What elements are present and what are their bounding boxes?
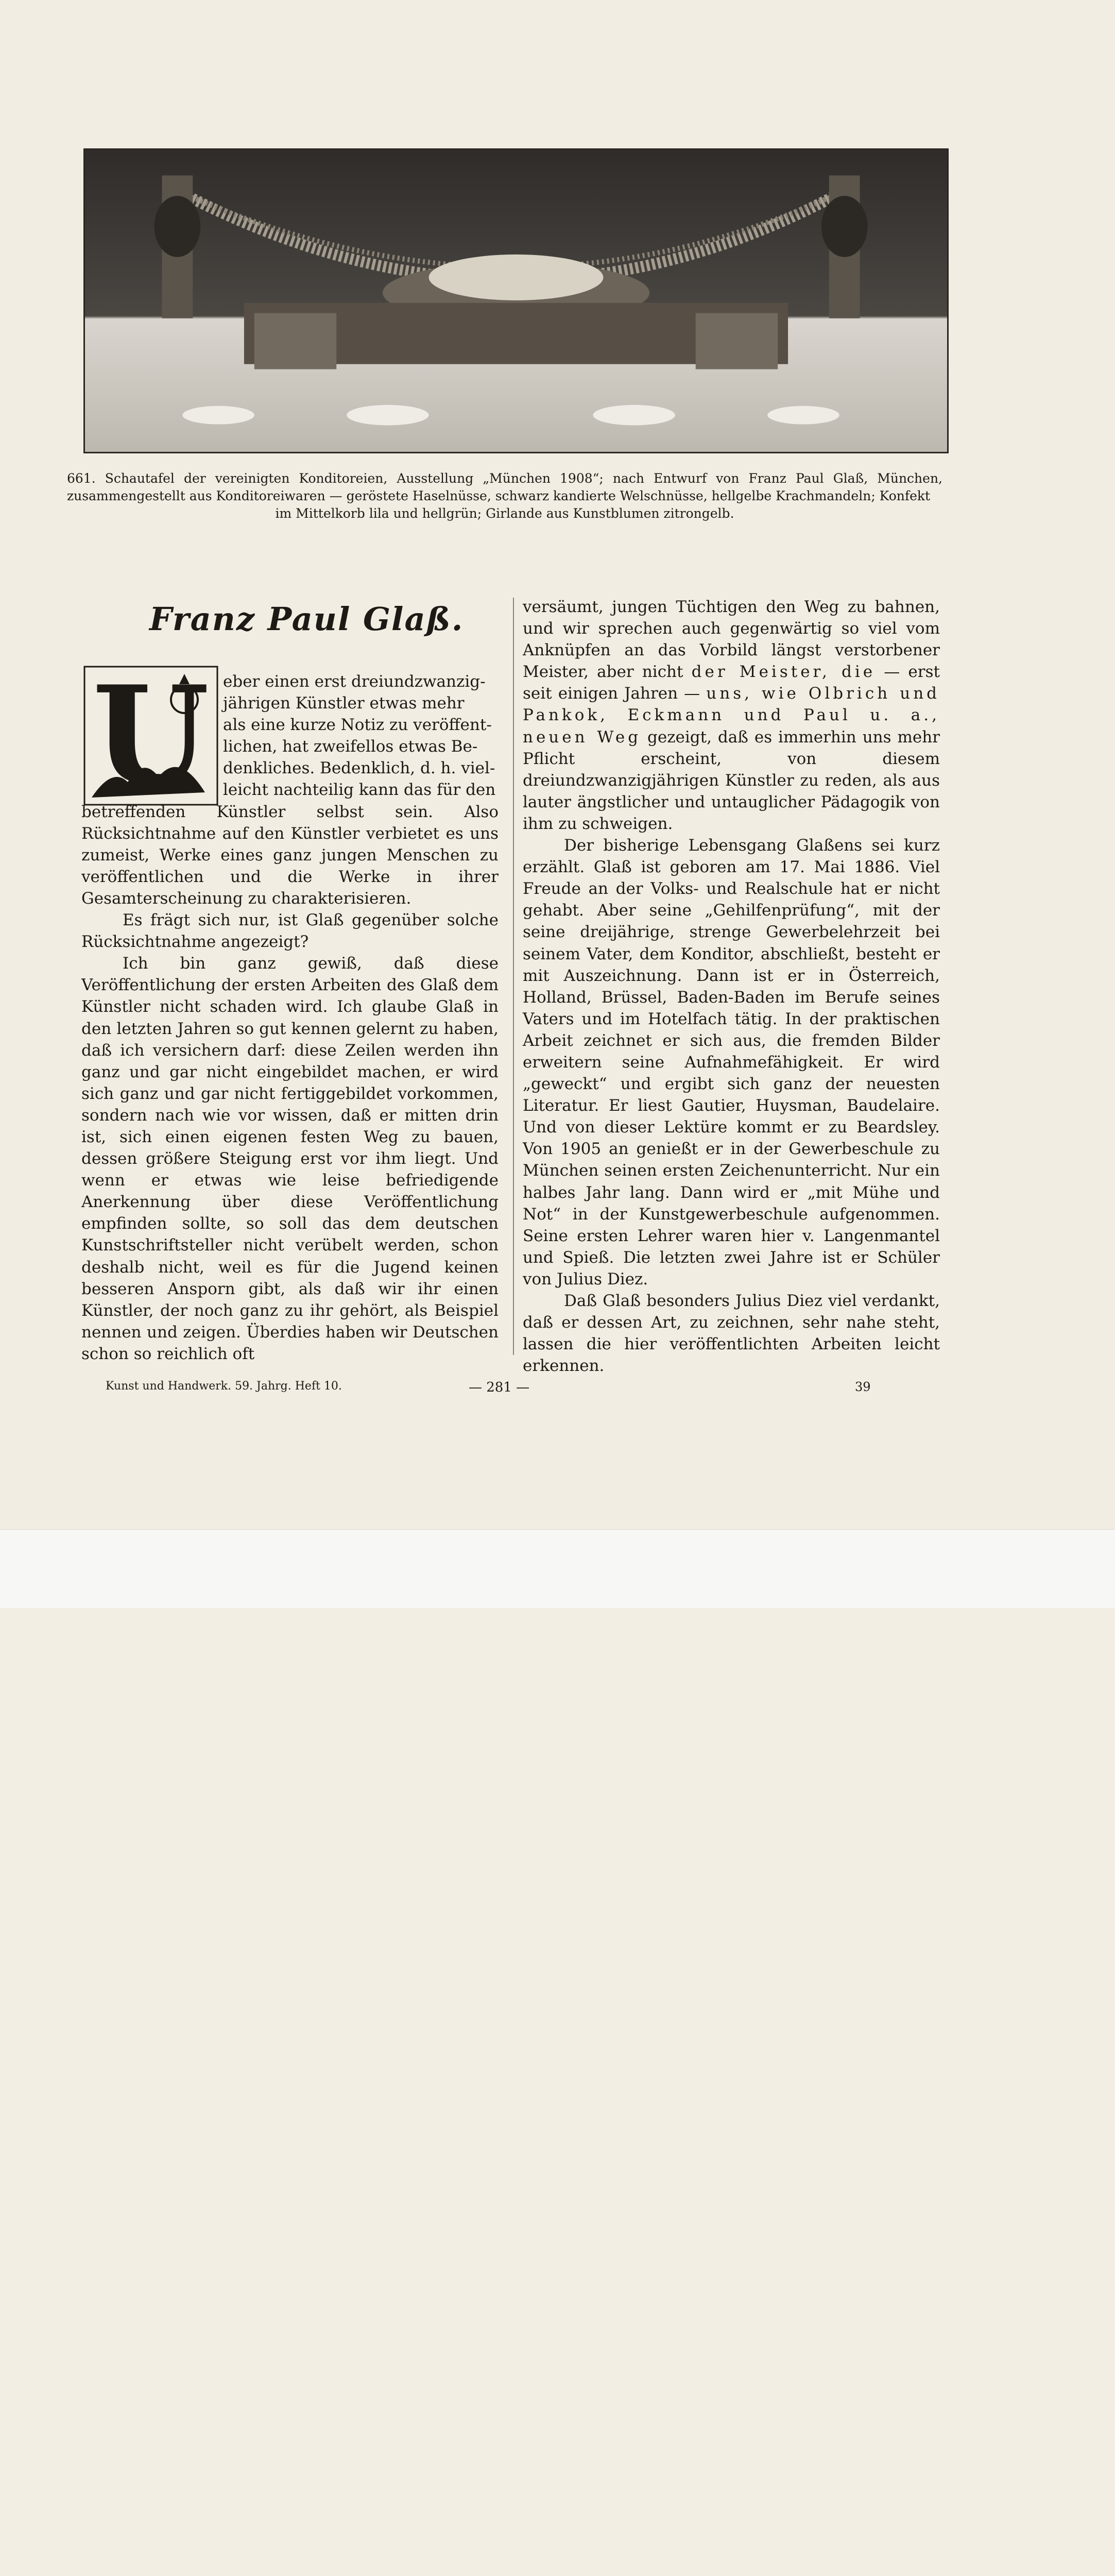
column-divider [513,598,514,1355]
journal-footer: Kunst und Handwerk. 59. Jahrg. Heft 10. [106,1380,342,1393]
left-paragraph-3: Ich bin ganz gewiß, daß diese Veröffentlichung der ersten Arbeiten des Glaß dem Künstler nicht schaden wird. Ich glaube Glaß in den letzten Jahren so gut kennen gelernt zu haben, daß ich versichern darf: diese Zeilen werden ihn ganz und gar nicht eingebildet machen, er wird sich ganz und gar nicht fertiggebildet vorkommen, sondern nach wie vor wissen, daß er mitten drin ist, sich einen eigenen festen Weg zu bauen, dessen größere Steigung erst vor ihm liegt. Und wenn er etwas wie leise befriedigende Anerkennung über diese Veröffentlichung empfinden sollte, so soll das dem deutschen Kunstschriftsteller nicht verübelt werden, schon deshalb nicht, weil es für die Jugend keinen besseren Ansporn gibt, als daß wir ihr einen Künstler, der noch ganz zu ihr gehört, als Beispiel nennen und zeigen. Überdies haben wir Deutschen schon so reichlich oft [81,954,499,1363]
caption-line-1: 661. Schautafel der vereinigten Konditoreien, Ausstellung „München 1908“; nach Entwurf von Franz Paul Glaß, München, [67,471,942,486]
viewer-footer-bar [0,1529,1115,1608]
right-column [523,596,940,1377]
left-text-line: lichen, hat zweifellos etwas Be- [223,737,478,756]
left-text-line: als eine kurze Notiz zu veröffent- [223,716,492,735]
right-p1-emphasis-uns: uns, wie Olbrich und Pankok, Eckmann und Paul u. a., [523,684,940,725]
right-p1-emphasis-meister: der Meister, die [691,663,876,682]
signature-mark: 39 [855,1380,871,1394]
page-number: — 281 — [469,1380,530,1395]
left-text-line: jährigen Künstler etwas mehr [223,694,465,713]
left-paragraph-2: Es frägt sich nur, ist Glaß gegenüber solche Rücksichtnahme angezeigt? [81,911,499,952]
left-text-line: denkliches. Bedenklich, d. h. viel- [223,759,495,778]
photo-illustration [85,150,947,452]
left-paragraph-1: betreffenden Künstler selbst sein. Also Rücksichtnahme auf den Künstler verbietet es uns zumeist, Werke eines ganz jungen Menschen zu veröffentlichen und die Werke in ihrer Gesamterscheinung zu charakterisieren. [81,802,499,908]
drop-letter: U [92,664,210,808]
right-paragraph-2: Der bisherige Lebensgang Glaßens sei kurz erzählt. Glaß ist geboren am 17. Mai 1886. Viel Freude an der Volks- und Realschule hat er nicht gehabt. Aber seine „Gehilfenprüfung“, mit der seine dreijährige, strenge Gewerbelehrzeit bei seinem Vater, dem Konditor, abschließt, besteht er mit Auszeichnung. Dann ist er in Österreich, Holland, Brüssel, Baden-Baden im Berufe seines Vaters und im Hotelfach tätig. In der praktischen Arbeit zeichnet er sich aus, die fremden Bilder erweitern seine Aufnahmefähigkeit. Er wird „geweckt“ und ergibt sich ganz der neuesten Literatur. Er liest Gautier, Huysman, Baudelaire. Und von dieser Lektüre kommt er zu Beardsley. Von 1905 an genießt er in der Gewerbeschule zu München seinen ersten Zeichenunterricht. Nur ein halbes Jahr lang. Dann wird er „mit Mühe und Not“ in der Kunstgewerbeschule aufgenommen. Seine ersten Lehrer waren hier v. Langenmantel und Spieß. Die letzten zwei Jahre ist er Schüler von Julius Diez. [523,836,940,1289]
right-p1-part-c: — erst seit einigen Jahren — [523,663,940,703]
right-p1-part-f: gezeigt, daß es immerhin uns mehr Pflicht erscheint, von diesem dreiundzwanzigjährigen Künstler zu reden, als aus lauter ängstlicher und untauglicher Pädagogik von ihm zu schweigen. [523,727,940,833]
right-paragraph-3: Daß Glaß besonders Julius Diez viel verdankt, daß er dessen Art, zu zeichnen, sehr nahe steht, lassen die hier veröffentlichten Arbeiten leicht erkennen. [523,1292,940,1376]
right-paragraph-1 [523,596,940,835]
left-text-line: eber einen erst dreiundzwanzig- [223,672,486,691]
figure-caption [67,470,942,522]
caption-line-3: im Mittelkorb lila und hellgrün; Girlande aus Kunstblumen zitrongelb. [275,506,734,521]
left-text-line: leicht nachteilig kann das für den [223,781,496,800]
article-title: Franz Paul Glaß. [149,600,464,638]
left-column [81,671,499,1365]
caption-line-2: zusammengestellt aus Konditoreiwaren — geröstete Haselnüsse, schwarz kandierte Welschnüsse, hellgelbe Krachmandeln; Konfekt [67,488,931,503]
right-p1-emphasis-weg: neuen Weg [523,727,642,747]
confectionery-display-photo [83,148,949,453]
right-p1-part-a: versäumt, jungen Tüchtigen den Weg zu bahnen, und wir sprechen auch gegenwärtig so viel vom Anknüpfen an das Vorbild längst verstorbener Meister, aber nicht [523,598,940,682]
